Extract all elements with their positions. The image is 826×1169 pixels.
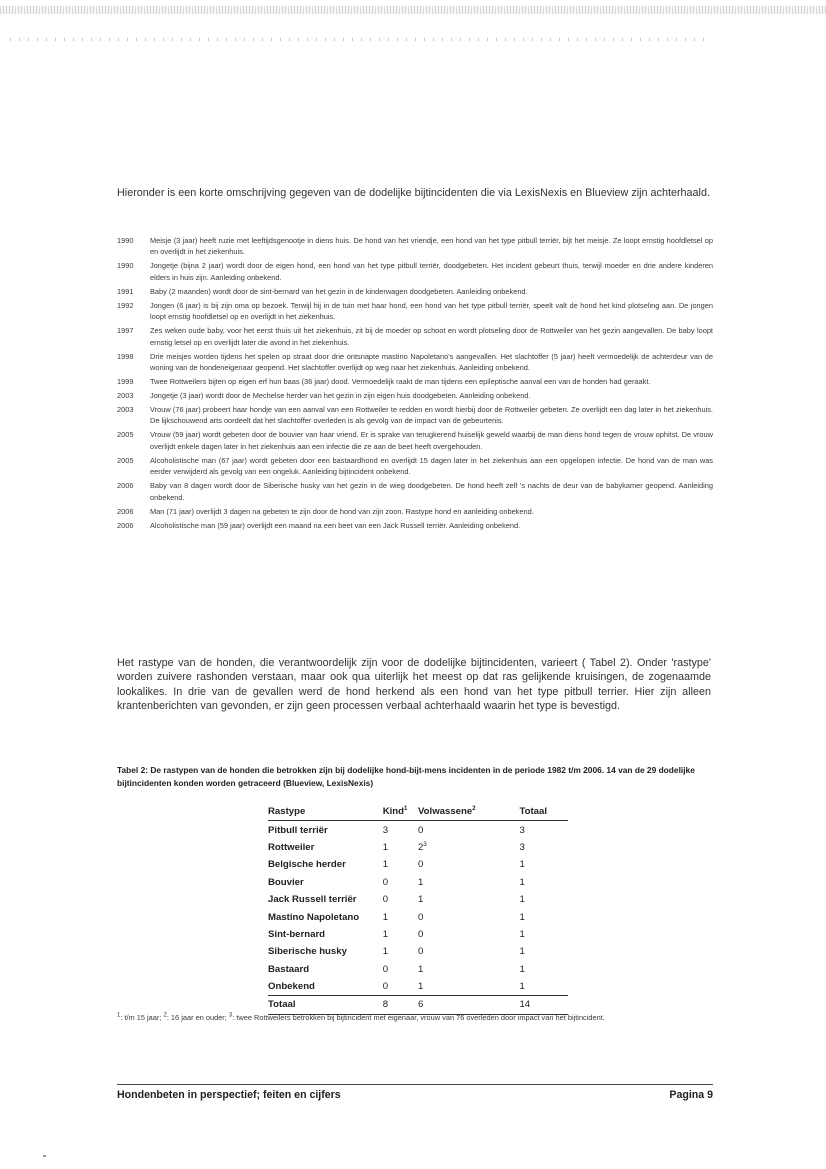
incident-year: 2003 xyxy=(117,405,134,415)
cell-volwassene: 0 xyxy=(417,928,424,940)
cell-totaal: 14 xyxy=(519,996,568,1014)
incident-description: Twee Rottweilers bijten op eigen erf hun baas (36 jaar) dood. Vermoedelijk raakt de man tijdens een epileptische aanval een van de honden had geraakt. xyxy=(150,377,651,387)
table-row xyxy=(268,908,568,925)
table-row xyxy=(268,961,568,978)
cell-totaal: 1 xyxy=(519,859,525,871)
incident-year: 1991 xyxy=(117,286,134,296)
footer-title: Hondenbeten in perspectief; feiten en cijfers xyxy=(117,1089,341,1101)
table-caption: Tabel 2: De rastypen van de honden die betrokken zijn bij dodelijke hond-bijt-mens incidenten in de periode 1982 t/m 2006. 14 van de 29 dodelijke bijtincidenten konden worden getraceerd (Blueview, LexisNexis) xyxy=(117,765,695,788)
cell-volwassene: 0 xyxy=(417,946,424,958)
cell-rastype: Sint-bernard xyxy=(268,928,326,940)
table-footnote: $^1$: t/m 15 jaar; $^2$: 16 jaar en ouder; $^3$: twee Rottweilers betrokken bij bijtincident met eigenaar, vrouw van 76 overleden door impact van het bijtincident. xyxy=(117,1012,605,1022)
cell-volwassene: 1 xyxy=(417,981,424,993)
cell-volwassene: 0 xyxy=(417,859,424,871)
incident-year: 1998 xyxy=(117,351,134,361)
incident-description: Alcoholistische man (59 jaar) overlijdt een maand na een beet van een Jack Russell terriër. Aanleiding onbekend. xyxy=(150,520,521,530)
cell-volwassene: 0 xyxy=(417,911,424,923)
cell-totaal: 1 xyxy=(519,876,525,888)
header-volwassene: Volwassene$^2$ xyxy=(418,803,519,821)
cell-totaal: 1 xyxy=(519,981,525,993)
cell-rastype: Jack Russell terriër xyxy=(268,894,357,906)
table-row xyxy=(268,856,568,873)
incident-item xyxy=(117,300,713,323)
incident-item xyxy=(117,480,713,503)
incident-description: Vrouw (59 jaar) wordt gebeten door de bouvier van haar vriend. Er is sprake van terugkerend huiselijk geweld waarbij de man diens hond tegen de vrouw ophitst. De vrouw overlijdt enkele dagen later in het ziekenhuis aan een infectie die ze aan de beet heeft overgehouden. xyxy=(150,430,713,451)
cell-totaal: 1 xyxy=(519,963,525,975)
incident-description: Baby (2 maanden) wordt door de sint-bernard van het gezin in de kinderwagen doodgebeten. Aanleiding onbekend. xyxy=(150,286,528,296)
cell-rastype: Totaal xyxy=(268,996,383,1014)
incident-item xyxy=(117,235,713,258)
cell-kind: 1 xyxy=(382,841,389,853)
cell-kind: 1 xyxy=(382,911,389,923)
page-footer xyxy=(117,1084,713,1101)
cell-rastype: Belgische herder xyxy=(268,859,346,871)
cell-totaal: 3 xyxy=(519,841,525,853)
cell-kind: 1 xyxy=(382,928,389,940)
table-row xyxy=(268,891,568,908)
header-totaal: Totaal xyxy=(519,803,568,821)
cell-totaal: 1 xyxy=(519,946,525,958)
page-number: Pagina 9 xyxy=(669,1089,713,1101)
incident-item xyxy=(117,286,713,297)
body-paragraph: Het rastype van de honden, die verantwoordelijk zijn voor de dodelijke bijtincidenten, varieert ( Tabel 2). Onder 'rastype' worden zuivere rashonden verstaan, maar ook qua uiterlijk het meest op dat ras gelijkende kruisingen, de zogenaamde lookalikes. In drie van de gevallen werd de hond herkend als een hond van het type pitbull terrier. Hier zijn alleen krantenberichten van gevonden, er zijn geen processen verbaal achterhaald waarin het type is bevestigd. xyxy=(117,657,711,713)
cell-totaal: 1 xyxy=(519,928,525,940)
incident-year: 2005 xyxy=(117,455,134,465)
incident-item xyxy=(117,351,713,374)
cell-kind: 1 xyxy=(382,946,389,958)
intro-paragraph: Hieronder is een korte omschrijving gegeven van de dodelijke bijtincidenten die via LexisNexis en Blueview zijn achterhaald. xyxy=(117,187,710,199)
cell-kind: 0 xyxy=(382,894,389,906)
table-header-row xyxy=(268,803,568,821)
table-row xyxy=(268,978,568,996)
incident-item xyxy=(117,390,713,401)
incident-item xyxy=(117,325,713,348)
table-row xyxy=(268,943,568,960)
scan-noise-top xyxy=(0,6,826,14)
incident-item xyxy=(117,429,713,452)
cell-totaal: 3 xyxy=(519,824,525,836)
cell-kind: 0 xyxy=(382,876,389,888)
scan-speck xyxy=(43,1155,46,1157)
cell-rastype: Bouvier xyxy=(268,876,304,888)
incident-description: Vrouw (76 jaar) probeert haar hondje van een aanval van een Rottweiler te redden en wordt hierbij door de Rottweiler gebeten. Ze overlijdt een dag later in het ziekenhuis. De lijkschouwend arts oordeelt dat het slachtoffer overleden is als gevolg van de impact van de gebeurtenis. xyxy=(150,405,713,426)
incident-item xyxy=(117,376,713,387)
cell-rastype: Pitbull terriër xyxy=(268,824,328,836)
incident-item xyxy=(117,455,713,478)
incident-description: Drie meisjes worden tijdens het spelen op straat door drie ontsnapte mastino Napoletano's aangevallen. Het slachtoffer (5 jaar) heeft vermoedelijk de achterdeur van de woning van de hondeneigenaar geopend. Het slachtoffer overlijdt op weg naar het ziekenhuis. Aanleiding onbekend. xyxy=(150,351,713,373)
cell-volwassene: 1 xyxy=(417,876,424,888)
breed-table xyxy=(268,803,568,1015)
incident-year: 1990 xyxy=(117,261,134,271)
incident-item xyxy=(117,506,713,517)
incident-item xyxy=(117,404,713,427)
cell-kind: 0 xyxy=(382,963,389,975)
incident-year: 1990 xyxy=(117,236,134,245)
incident-year: 2003 xyxy=(117,391,134,401)
incident-description: Zes weken oude baby, voor het eerst thuis uit het ziekenhuis, zit bij de moeder op schoot en wordt plotseling door de Rottweiler van het gezin aangevallen. De baby loopt ernstig letsel op en overlijdt later die avond in het ziekenhuis. xyxy=(150,326,713,347)
cell-volwassene: 1 xyxy=(417,963,424,975)
incident-year: 2006 xyxy=(117,481,134,491)
cell-volwassene: $2^3$ xyxy=(417,841,427,853)
incident-year: 1997 xyxy=(117,326,134,336)
incident-year: 1992 xyxy=(117,300,134,310)
cell-totaal: 1 xyxy=(519,911,525,923)
cell-kind: 8 xyxy=(383,996,418,1014)
cell-volwassene: 6 xyxy=(418,996,519,1014)
table-row xyxy=(268,821,568,839)
incident-item xyxy=(117,520,713,531)
incident-description: Jongetje (3 jaar) wordt door de Mechelse herder van het gezin in zijn eigen huis doodgebeten. Aanleiding onbekend. xyxy=(150,391,531,401)
cell-volwassene: 1 xyxy=(417,894,424,906)
incident-description: Alcoholistische man (67 jaar) wordt gebeten door een bastaardhond en overlijdt 15 dagen later in het ziekenhuis aan een opgelopen infectie. De hond van de man was eerder verwijderd als gevolg van een ongeluk. Aanleiding bijtincident onbekend. xyxy=(150,455,713,477)
header-rastype: Rastype xyxy=(268,803,383,821)
incident-year: 2005 xyxy=(117,430,134,440)
incident-item xyxy=(117,260,713,283)
incident-description: Jongen (6 jaar) is bij zijn oma op bezoek. Terwijl hij in de tuin met haar hond, een hond van het type pitbull terriër, speelt valt de hond het kind plotseling aan. De jongen loopt ernstig hoofdletsel op en overlijdt in het ziekenhuis. xyxy=(150,300,713,322)
cell-rastype: Siberische husky xyxy=(268,946,347,958)
cell-kind: 1 xyxy=(382,859,389,871)
cell-totaal: 1 xyxy=(519,894,525,906)
scan-noise-dots xyxy=(10,38,710,41)
cell-rastype: Bastaard xyxy=(268,963,310,975)
table-row xyxy=(268,839,568,856)
incident-year: 2006 xyxy=(117,520,134,530)
cell-rastype: Onbekend xyxy=(268,981,315,993)
header-kind: Kind$^1$ xyxy=(383,803,418,821)
cell-kind: 3 xyxy=(382,824,389,836)
incident-description: Baby van 8 dagen wordt door de Siberische husky van het gezin in de wieg doodgebeten. De hond heeft zelf 's nachts de deur van de babykamer geopend. Aanleiding onbekend. xyxy=(150,481,713,502)
cell-kind: 0 xyxy=(382,981,389,993)
cell-volwassene: 0 xyxy=(417,824,424,836)
cell-rastype: Rottweiler xyxy=(268,841,315,853)
cell-rastype: Mastino Napoletano xyxy=(268,911,360,923)
incident-list xyxy=(117,235,713,534)
incident-year: 1999 xyxy=(117,377,134,387)
incident-year: 2006 xyxy=(117,506,134,516)
incident-description: Meisje (3 jaar) heeft ruzie met leeftijdsgenootje in diens huis. De hond van het vriendje, een hond van het type pitbull terriër, bijt het meisje. Ze loopt ernstig hoofdletsel op en overlijdt in het ziekenhuis. xyxy=(150,236,713,257)
table-row xyxy=(268,926,568,943)
incident-description: Man (71 jaar) overlijdt 3 dagen na gebeten te zijn door de hond van zijn zoon. Rastype hond en aanleiding onbekend. xyxy=(150,506,534,516)
table-row xyxy=(268,874,568,891)
incident-description: Jongetje (bijna 2 jaar) wordt door de eigen hond, een hond van het type pitbull terriër, doodgebeten. Het incident gebeurt thuis, terwijl moeder en drie andere kinderen elders in huis zijn. Aanleiding onbekend. xyxy=(150,261,713,282)
